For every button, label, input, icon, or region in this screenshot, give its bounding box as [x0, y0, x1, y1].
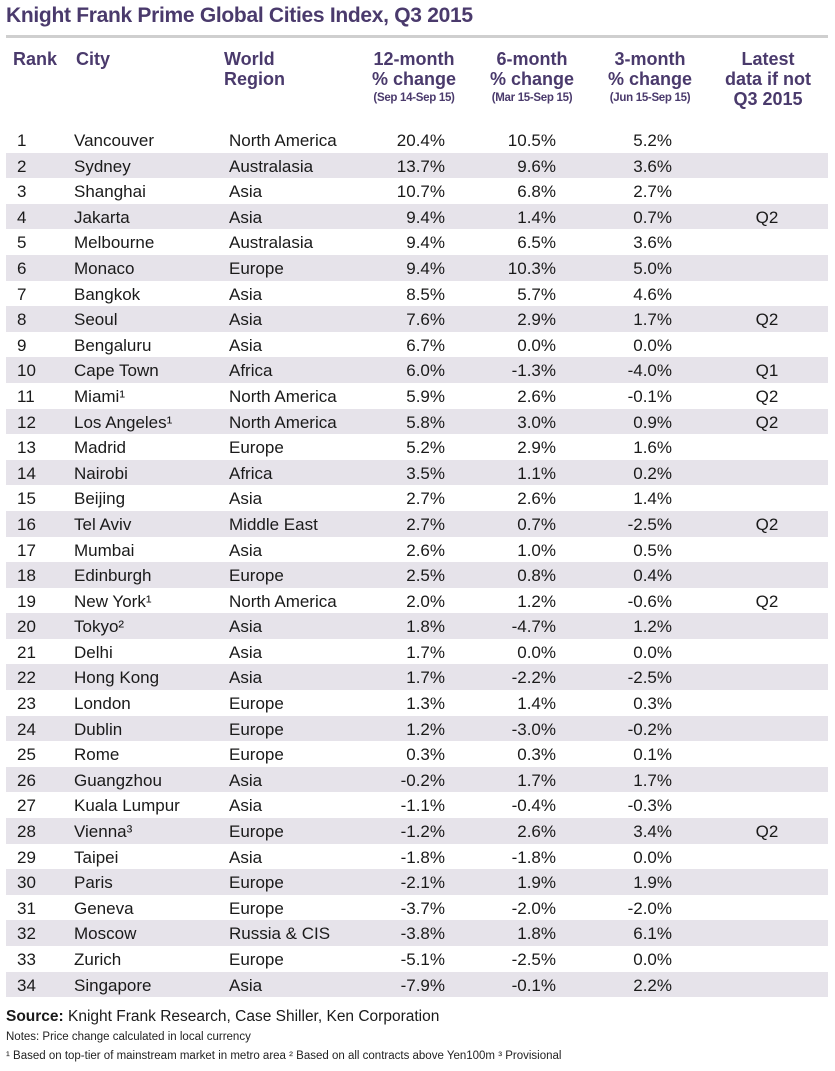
cell-rank: 28 [17, 822, 36, 842]
cell-6-month-change: 2.6% [517, 386, 556, 406]
column-header-6-month-line2: % change [489, 69, 575, 89]
cell-city: Los Angeles¹ [74, 412, 173, 432]
cell-3-month-change: -0.3% [627, 796, 672, 816]
column-header-rank-label: Rank [13, 49, 58, 69]
cell-12-month-change: 13.7% [396, 156, 445, 176]
cell-rank: 32 [17, 924, 36, 944]
cell-city: Vancouver [74, 131, 155, 150]
table-row [6, 485, 828, 511]
cell-12-month-change: 9.4% [406, 207, 445, 227]
cell-6-month-change: 1.0% [517, 540, 556, 560]
cell-3-month-change: 1.7% [633, 770, 672, 790]
cell-rank: 19 [17, 591, 36, 611]
cell-3-month-change: 1.6% [633, 438, 672, 458]
cell-rank: 25 [17, 745, 36, 765]
table-row [6, 255, 828, 281]
cell-3-month-change: -2.0% [627, 898, 672, 918]
cell-3-month-change: 0.0% [633, 847, 672, 867]
cell-6-month-change: 0.3% [517, 745, 556, 765]
cell-rank: 26 [17, 770, 36, 790]
table-row [6, 383, 828, 409]
cell-city: Shanghai [74, 182, 146, 202]
cell-city: Paris [74, 873, 113, 893]
cell-region: Asia [229, 207, 263, 227]
cell-12-month-change: 7.6% [406, 310, 445, 330]
cell-rank: 7 [17, 284, 27, 304]
cell-rank: 18 [17, 566, 36, 586]
cell-city: Delhi [74, 642, 113, 662]
cell-6-month-change: 3.0% [517, 412, 556, 432]
page-title: Knight Frank Prime Global Cities Index, Q3 2015 [6, 4, 473, 27]
cell-region: North America [229, 386, 337, 406]
cell-12-month-change: 2.0% [406, 591, 445, 611]
cell-3-month-change: 0.9% [633, 412, 672, 432]
column-header-city-label: City [76, 49, 111, 69]
cell-3-month-change: 0.4% [633, 566, 672, 586]
cell-12-month-change: -3.8% [400, 924, 445, 944]
table-row [6, 946, 828, 972]
column-header-region [224, 49, 285, 89]
source-line [6, 1008, 439, 1026]
table-row [6, 204, 828, 230]
cell-city: Cape Town [74, 361, 159, 381]
cell-rank: 21 [17, 642, 36, 662]
cell-region: Asia [229, 284, 263, 304]
cell-12-month-change: -1.1% [400, 796, 445, 816]
cell-12-month-change: 1.7% [406, 668, 445, 688]
cell-region: Europe [229, 258, 284, 278]
cell-12-month-change: 0.3% [406, 745, 445, 765]
cell-region: Asia [229, 617, 263, 637]
cell-region: Europe [229, 822, 284, 842]
cell-city: Tel Aviv [74, 514, 132, 534]
table-row [6, 229, 828, 255]
cell-3-month-change: -0.6% [627, 591, 672, 611]
cell-region: Europe [229, 566, 284, 586]
cell-rank: 6 [17, 258, 27, 278]
column-header-latest-line1: Latest [741, 49, 795, 69]
cell-rank: 11 [17, 386, 35, 406]
cell-6-month-change: 0.8% [517, 566, 556, 586]
cell-12-month-change: -3.7% [400, 898, 445, 918]
cell-region: Africa [229, 463, 273, 483]
cell-6-month-change: 10.5% [507, 131, 556, 150]
cell-12-month-change: 3.5% [406, 463, 445, 483]
cell-city: Hong Kong [74, 668, 160, 688]
table-row [6, 844, 828, 870]
cell-12-month-change: -1.2% [400, 822, 445, 842]
column-header-12-month-line2: % change [371, 69, 457, 89]
cell-6-month-change: 0.0% [517, 335, 556, 355]
cell-12-month-change: 9.4% [406, 258, 445, 278]
cell-3-month-change: 1.9% [633, 873, 672, 893]
column-header-12-month-line1: 12-month [373, 49, 455, 69]
cell-region: North America [229, 131, 337, 150]
cell-12-month-change: 5.8% [406, 412, 445, 432]
cell-3-month-change: -0.1% [627, 386, 672, 406]
cell-city: Mumbai [74, 540, 135, 560]
cities-table [6, 127, 828, 997]
table-row [6, 613, 828, 639]
cell-12-month-change: -7.9% [400, 975, 445, 995]
cell-city: Jakarta [74, 207, 130, 227]
table-row [6, 588, 828, 614]
column-header-3-month-period: (Jun 15-Sep 15) [609, 92, 691, 104]
cell-12-month-change: 9.4% [406, 233, 445, 253]
cell-6-month-change: -0.4% [511, 796, 556, 816]
cell-city: Bengaluru [74, 335, 152, 355]
cell-6-month-change: 1.8% [517, 924, 556, 944]
cell-6-month-change: 1.4% [517, 207, 556, 227]
table-row [6, 511, 828, 537]
cell-city: Monaco [74, 258, 135, 278]
cell-12-month-change: 1.8% [406, 617, 445, 637]
cell-city: Taipei [74, 847, 119, 867]
table-row [6, 741, 828, 767]
cell-12-month-change: 10.7% [396, 182, 445, 202]
cell-region: Australasia [229, 156, 314, 176]
cell-12-month-change: 20.4% [396, 131, 445, 150]
cell-region: Africa [229, 361, 273, 381]
cell-latest-data: Q2 [755, 822, 779, 842]
cell-6-month-change: 1.2% [517, 591, 556, 611]
cell-city: Dublin [74, 719, 123, 739]
cell-city: Tokyo² [74, 617, 125, 637]
cell-3-month-change: 5.2% [633, 131, 672, 150]
cell-city: Beijing [74, 489, 126, 509]
cell-12-month-change: 1.2% [406, 719, 445, 739]
source-text: Knight Frank Research, Case Shiller, Ken Corporation [63, 1008, 440, 1025]
cell-city: Moscow [74, 924, 137, 944]
cell-12-month-change: 6.0% [406, 361, 445, 381]
table-row [6, 357, 828, 383]
cell-region: Asia [229, 489, 263, 509]
cell-city: Geneva [74, 898, 134, 918]
cell-rank: 29 [17, 847, 36, 867]
column-header-6-month [472, 49, 592, 107]
cell-region: North America [229, 591, 337, 611]
cell-3-month-change: 4.6% [633, 284, 672, 304]
cell-city: Guangzhou [74, 770, 162, 790]
cell-12-month-change: 5.2% [406, 438, 445, 458]
cell-6-month-change: 2.6% [517, 822, 556, 842]
cell-12-month-change: 5.9% [406, 386, 445, 406]
cell-6-month-change: 1.9% [517, 873, 556, 893]
cell-rank: 12 [17, 412, 36, 432]
cell-6-month-change: 1.4% [517, 694, 556, 714]
cell-latest-data: Q2 [755, 207, 779, 227]
cell-city: Melbourne [74, 233, 155, 253]
cell-6-month-change: 1.1% [517, 463, 556, 483]
table-row [6, 972, 828, 998]
cell-region: Asia [229, 540, 263, 560]
cell-3-month-change: -2.5% [627, 514, 672, 534]
cell-3-month-change: 0.5% [633, 540, 672, 560]
cell-rank: 2 [17, 156, 27, 176]
column-header-region-line1: World [224, 49, 275, 69]
cell-12-month-change: -5.1% [400, 950, 445, 969]
cell-region: Asia [229, 642, 263, 662]
table-row [6, 818, 828, 844]
cell-3-month-change: 1.4% [633, 489, 672, 509]
cell-region: Europe [229, 745, 284, 765]
cell-6-month-change: 6.8% [517, 182, 556, 202]
cell-city: Nairobi [74, 463, 128, 483]
cell-rank: 34 [17, 975, 36, 995]
column-header-latest-line3: Q3 2015 [733, 89, 803, 109]
cell-6-month-change: -1.8% [511, 847, 556, 867]
cell-rank: 10 [17, 361, 36, 381]
cell-city: Bangkok [74, 284, 141, 304]
cell-3-month-change: 3.4% [633, 822, 672, 842]
cell-3-month-change: 3.6% [633, 233, 672, 253]
cell-6-month-change: -1.3% [511, 361, 556, 381]
table-row [6, 409, 828, 435]
cell-rank: 27 [17, 796, 36, 816]
column-header-6-month-period: (Mar 15-Sep 15) [491, 92, 573, 104]
title-divider [6, 35, 828, 38]
cell-rank: 30 [17, 873, 36, 893]
table-row [6, 281, 828, 307]
cell-12-month-change: 1.7% [406, 642, 445, 662]
cell-latest-data: Q1 [755, 361, 779, 381]
cell-rank: 3 [17, 182, 27, 202]
cell-city: Seoul [74, 310, 118, 330]
cell-3-month-change: -0.2% [627, 719, 672, 739]
cell-6-month-change: 2.9% [517, 310, 556, 330]
cell-region: Australasia [229, 233, 314, 253]
cell-rank: 4 [17, 207, 27, 227]
notes-line: Notes: Price change calculated in local currency [6, 1031, 251, 1043]
cell-3-month-change: 1.7% [633, 310, 672, 330]
cell-rank: 31 [17, 898, 36, 918]
cell-3-month-change: 1.2% [633, 617, 672, 637]
column-header-3-month-line2: % change [607, 69, 693, 89]
cell-6-month-change: 9.6% [517, 156, 556, 176]
cell-region: Europe [229, 873, 284, 893]
cell-6-month-change: 10.3% [507, 258, 556, 278]
cell-region: Asia [229, 668, 263, 688]
table-row [6, 920, 828, 946]
cell-rank: 1 [17, 131, 27, 150]
cell-region: Asia [229, 847, 263, 867]
cell-rank: 9 [17, 335, 27, 355]
cell-3-month-change: 0.7% [633, 207, 672, 227]
cell-rank: 16 [17, 514, 36, 534]
cell-city: Vienna³ [74, 822, 133, 842]
column-header-rank [13, 49, 57, 69]
cell-12-month-change: 2.7% [406, 514, 445, 534]
cell-region: North America [229, 412, 337, 432]
column-header-city [76, 49, 110, 69]
cell-12-month-change: 8.5% [406, 284, 445, 304]
cell-3-month-change: 3.6% [633, 156, 672, 176]
cell-6-month-change: 1.7% [517, 770, 556, 790]
cell-region: Asia [229, 975, 263, 995]
cell-region: Europe [229, 719, 284, 739]
cell-city: Madrid [74, 438, 126, 458]
table-row [6, 895, 828, 921]
cell-region: Middle East [229, 514, 318, 534]
column-header-latest-data [712, 49, 824, 109]
cell-6-month-change: -0.1% [511, 975, 556, 995]
cell-latest-data: Q2 [755, 591, 779, 611]
table-row [6, 562, 828, 588]
cell-3-month-change: 0.0% [633, 950, 672, 969]
cell-3-month-change: 2.2% [633, 975, 672, 995]
cell-3-month-change: 0.2% [633, 463, 672, 483]
cell-latest-data: Q2 [755, 412, 779, 432]
source-label: Source: [6, 1008, 64, 1025]
cell-rank: 8 [17, 310, 27, 330]
cell-city: Rome [74, 745, 120, 765]
cell-6-month-change: -4.7% [511, 617, 556, 637]
cell-latest-data: Q2 [755, 386, 779, 406]
cell-12-month-change: 2.5% [406, 566, 445, 586]
table-row [6, 792, 828, 818]
cell-12-month-change: -1.8% [400, 847, 445, 867]
cell-rank: 23 [17, 694, 36, 714]
table-row [6, 178, 828, 204]
cell-region: Asia [229, 182, 263, 202]
cell-rank: 17 [17, 540, 36, 560]
cell-city: Singapore [74, 975, 152, 995]
cell-6-month-change: 2.9% [517, 438, 556, 458]
cell-6-month-change: 6.5% [517, 233, 556, 253]
cell-region: Asia [229, 770, 263, 790]
cell-6-month-change: 0.7% [517, 514, 556, 534]
column-header-12-month-period: (Sep 14-Sep 15) [373, 92, 455, 104]
column-header-latest-line2: data if not [725, 69, 811, 89]
cell-rank: 14 [17, 463, 36, 483]
cell-city: London [74, 694, 131, 714]
column-header-12-month [354, 49, 474, 107]
cell-12-month-change: 6.7% [406, 335, 445, 355]
cell-6-month-change: 0.0% [517, 642, 556, 662]
cell-3-month-change: -2.5% [627, 668, 672, 688]
cell-3-month-change: 0.3% [633, 694, 672, 714]
cell-12-month-change: 2.6% [406, 540, 445, 560]
table-row [6, 127, 828, 153]
cell-3-month-change: 2.7% [633, 182, 672, 202]
cell-city: Miami¹ [74, 386, 125, 406]
cell-latest-data: Q2 [755, 310, 779, 330]
cell-6-month-change: -2.2% [511, 668, 556, 688]
table-row [6, 332, 828, 358]
cell-rank: 24 [17, 719, 36, 739]
table-row [6, 460, 828, 486]
table-row [6, 716, 828, 742]
column-header-region-line2: Region [224, 69, 285, 89]
cell-region: Asia [229, 796, 263, 816]
column-header-6-month-line1: 6-month [496, 49, 568, 69]
table-row [6, 434, 828, 460]
cell-12-month-change: 2.7% [406, 489, 445, 509]
table-row [6, 690, 828, 716]
cell-city: Sydney [74, 156, 131, 176]
cell-region: Asia [229, 335, 263, 355]
cell-rank: 13 [17, 438, 36, 458]
cell-rank: 20 [17, 617, 36, 637]
cell-rank: 22 [17, 668, 36, 688]
column-header-3-month [590, 49, 710, 107]
cell-6-month-change: -2.0% [511, 898, 556, 918]
column-header-3-month-line1: 3-month [614, 49, 686, 69]
cell-3-month-change: 0.0% [633, 642, 672, 662]
cell-6-month-change: 2.6% [517, 489, 556, 509]
table-row [6, 537, 828, 563]
cell-3-month-change: 6.1% [633, 924, 672, 944]
cell-rank: 33 [17, 950, 36, 969]
cell-12-month-change: -0.2% [400, 770, 445, 790]
table-row [6, 153, 828, 179]
cell-12-month-change: -2.1% [400, 873, 445, 893]
cell-region: Europe [229, 438, 284, 458]
cell-city: Kuala Lumpur [74, 796, 180, 816]
cell-6-month-change: 5.7% [517, 284, 556, 304]
cell-rank: 15 [17, 489, 36, 509]
cell-latest-data: Q2 [755, 514, 779, 534]
cell-region: Europe [229, 898, 284, 918]
cell-6-month-change: -3.0% [511, 719, 556, 739]
cell-12-month-change: 1.3% [406, 694, 445, 714]
table-row [6, 767, 828, 793]
cell-region: Europe [229, 950, 284, 969]
cell-rank: 5 [17, 233, 27, 253]
table-row [6, 639, 828, 665]
cell-city: New York¹ [74, 591, 152, 611]
cell-3-month-change: 0.0% [633, 335, 672, 355]
table-row [6, 306, 828, 332]
cell-city: Zurich [74, 950, 122, 969]
cell-3-month-change: -4.0% [627, 361, 672, 381]
footnotes-line: ¹ Based on top-tier of mainstream market in metro area ² Based on all contracts above Yen100m ³ Provisional [6, 1050, 562, 1062]
cell-3-month-change: 0.1% [633, 745, 672, 765]
table-row [6, 664, 828, 690]
cell-region: Russia & CIS [229, 924, 331, 944]
cell-6-month-change: -2.5% [511, 950, 556, 969]
cell-3-month-change: 5.0% [633, 258, 672, 278]
cell-region: Asia [229, 310, 263, 330]
cell-region: Europe [229, 694, 284, 714]
table-row [6, 869, 828, 895]
cell-city: Edinburgh [74, 566, 152, 586]
